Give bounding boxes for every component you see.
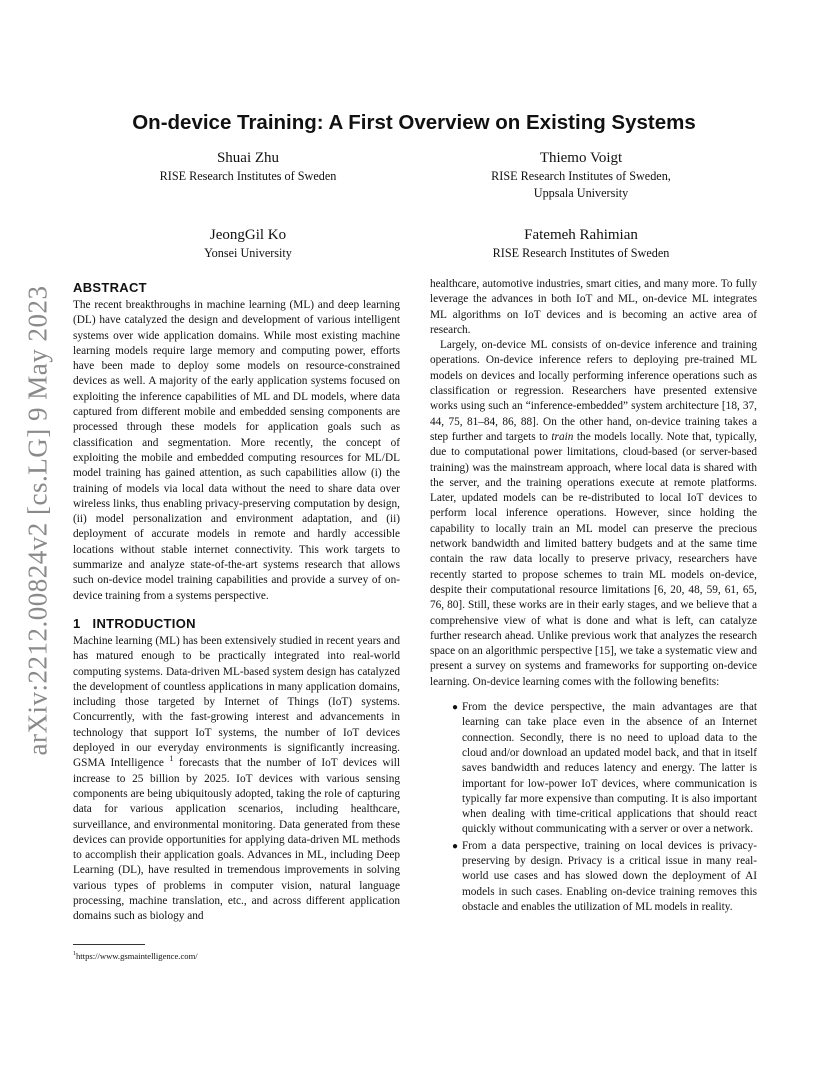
author-block: [98, 148, 398, 185]
list-item: [430, 700, 757, 838]
author-name: JeongGil Ko: [209, 227, 287, 243]
author-name: Fatemeh Rahimian: [524, 227, 638, 243]
intro-text: Largely, on-device ML consists of on-device inference and training operations. On-device inference refers to deploying pre-trained ML models on devices and locally performing inference operations such as classification or regression. Researchers have presented extensive works using such an “inference-embedded” system architecture [18, 37, 44, 75, 81–84, 86, 88]. On the other hand, on-device training takes a step further and targets to: [430, 339, 757, 443]
benefits-list: [430, 700, 757, 915]
intro-paragraph-2: [430, 338, 757, 690]
right-column: [430, 277, 757, 916]
author-affiliation: RISE Research Institutes of Sweden: [492, 246, 670, 260]
author-block: [98, 225, 398, 262]
list-item-text: From the device perspective, the main advantages are that learning can take place even in the absence of an Internet connection. Secondly, there is no need to upload data to the cloud and/or download an updated model back, and that in itself saves bandwidth and reduces latency and energy. The latter is important for low-power IoT devices, where communication is typically far more expensive than computing. It is also important when dealing with time-critical applications that should react quickly without communicating with a server or over a network.: [462, 701, 757, 836]
footnote-divider: [73, 944, 145, 945]
author-affiliation: Uppsala University: [533, 186, 629, 200]
intro-text: the models locally. Note that, typically, due to computational power limitations, cloud-based (or server-based training) was the mainstream approach, where local data is shared with the server, and the training operations execute at remote platforms. Later, updated models can be re-distributed to local IoT devices to perform local inference operations. However, since holding the capability to locally train an ML model can preserve the precious network bandwidth and limited battery budgets and at the same time contain the raw data locally to preserve privacy, researchers have recently started to propose schemes to train ML models on-device, despite their computational resource limitations [6, 20, 48, 59, 61, 65, 76, 80]. Still, these works are in their early stages, and we believe that a comprehensive view of what is done and what is left, can catalyze further research ahead. Unlike previous work that analyzes the research space on an algorithmic perspective [15], we take a systematic view and present a survey on systems and frameworks for supporting on-device learning. On-device learning comes with the following benefits:: [430, 430, 757, 688]
paper-title: On-device Training: A First Overview on Existing Systems: [132, 111, 696, 134]
author-name: Thiemo Voigt: [539, 150, 623, 166]
arxiv-watermark: [8, 285, 68, 755]
intro-paragraph-1: [73, 634, 400, 925]
intro-text: forecasts that the number of IoT devices will increase to 25 billion by 2025. IoT devices with various sensing components are being ubiquitously adopted, taking the role of capturing data for various application scenarios, including healthcare, surveillance, and environmental monitoring. Data generated from these devices can provide opportunities for applying data-driven ML methods to accomplish their application goals. Advances in ML, including Deep Learning (DL), have resulted in tremendous improvements in solving various types of problems in computer vision, natural language processing, machine translation, etc., and across different application domains such as biology and: [73, 757, 400, 923]
abstract-heading: ABSTRACT: [73, 280, 147, 295]
footnote: [73, 949, 198, 962]
footnote-link[interactable]: https://www.gsmaintelligence.com/: [76, 950, 198, 961]
section-number: 1: [73, 615, 81, 631]
list-item: [430, 839, 757, 915]
bullet-icon: ●: [452, 702, 459, 714]
author-affiliation: Yonsei University: [204, 246, 292, 260]
left-column: [73, 280, 400, 925]
author-block: [431, 148, 731, 202]
footnote-mark: 1: [73, 951, 76, 957]
list-item-text: From a data perspective, training on local devices is privacy-preserving by design. Privacy is a critical issue in many real-world use cases and has slowed down the deployment of AI models in such cases. Enabling on-device training removes this obstacle and enables the utilization of ML models in reality.: [462, 839, 757, 913]
author-block: [431, 225, 731, 262]
arxiv-watermark-text: arXiv:2212.00824v2 [cs.LG] 9 May 2023: [22, 285, 53, 755]
emphasis-text: train: [551, 430, 574, 443]
author-name: Shuai Zhu: [216, 150, 280, 166]
bullet-icon: ●: [452, 840, 459, 852]
footnote-reference[interactable]: 1: [169, 754, 174, 764]
section-title: INTRODUCTION: [92, 615, 196, 631]
author-affiliation: RISE Research Institutes of Sweden,: [491, 169, 671, 183]
author-affiliation: RISE Research Institutes of Sweden: [159, 169, 337, 183]
intro-text: Machine learning (ML) has been extensively studied in recent years and has matured enough to be practically integrated into real-world computing systems. Data-driven ML-based system design has catalyzed the development of countless applications in many application domains, including those targeted by Internet of Things (IoT) systems. Concurrently, with the fast-growing interest and advancements in technology that support IoT systems, the number of IoT devices deployed in our everyday environments is significantly increasing. GSMA Intelligence: [73, 634, 400, 770]
abstract-text: The recent breakthroughs in machine learning (ML) and deep learning (DL) have catalyzed the design and development of various intelligent systems over wide application domains. While most existing machine learning models require large memory and computing power, efforts have been made to deploy some models on resource-constrained devices as well. A majority of the early application systems focused on exploiting the inference capabilities of ML and DL models, where data captured from different mobile and embedded sensing components are processed through these models for application goals such as classification and segmentation. More recently, the concept of exploiting the mobile and embedded computing resources for ML/DL model training has gained attention, as such capabilities allow (i) the training of models via local data without the need to share data over wireless links, thus enabling privacy-preserving computation by design, (ii) model personalization and environment adaptation, and (ii) deployment of accurate models in remote and hardly accessible locations without stable internet connectivity. This work targets to summarize and analyze state-of-the-art systems research that allows such on-device model training capabilities and provide a survey of on-device training from a systems perspective.: [73, 299, 400, 602]
intro-paragraph-1-continued: healthcare, automotive industries, smart cities, and many more. To fully leverage the advances in both IoT and ML, on-device ML integrates ML algorithms on IoT devices and is becoming an active area of research.: [430, 278, 757, 336]
section-heading: [73, 616, 400, 631]
